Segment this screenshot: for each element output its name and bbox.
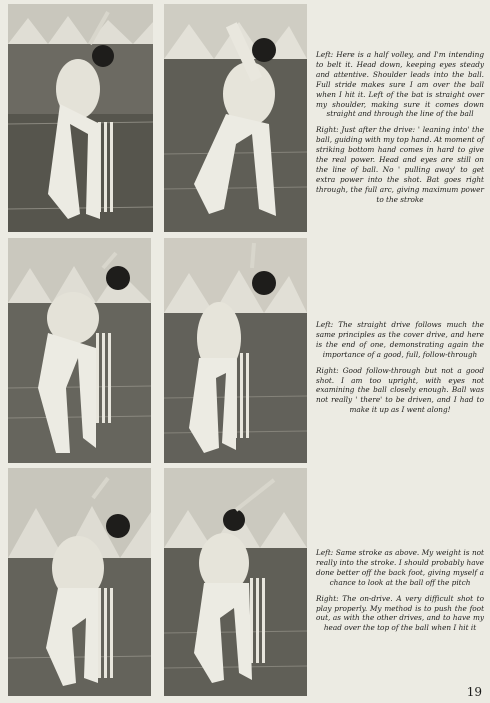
caption-block-bottom [316, 548, 484, 639]
photo-straight-drive [8, 238, 151, 463]
cricket-photo-image [164, 468, 307, 696]
cricket-photo-image [8, 468, 151, 696]
photo-follow-through [164, 238, 307, 463]
caption-block-middle [316, 320, 484, 421]
cricket-photo-image [164, 238, 307, 463]
cricket-photo-image [164, 4, 307, 232]
photo-on-drive [164, 468, 307, 696]
caption-top-left: Left: Here is a half volley, and I'm intending to belt it. Head down, keeping eyes steady and attentive. Shoulder leads into the ball. Full stride makes sure I am over the ball when I hit it. Left of the bat is straight over my shoulder, making sure it comes down straight and through the line of the ball [316, 50, 484, 119]
cricket-photo-image [8, 238, 151, 463]
cricket-photo-image [8, 4, 153, 232]
caption-top-right: Right: Just after the drive: ' leaning into' the ball, guiding with my top hand. At moment of striking bottom hand comes in hard to give the real power. Head and eyes are still on the line of ball. No ' pulling away' to get extra power into the shot. Bat goes right through, the full arc, giving maximum power to the stroke [316, 125, 484, 204]
caption-middle-right: Right: Good follow-through but not a good shot. I am too upright, with eyes not examining the ball closely enough. Ball was not really ' there' to be driven, and I had to make it up as I went along! [316, 365, 484, 415]
caption-bottom-right: Right: The on-drive. A very difficult shot to play properly. My method is to push the foot out, as with the other drives, and to have my head over the top of the ball when I hit it [316, 593, 484, 633]
photo-half-volley [8, 4, 153, 232]
caption-middle-left: Left: The straight drive follows much the same principles as the cover drive, and here is the end of one, demonstrating again the importance of a good, full, follow-through [316, 320, 484, 359]
photo-after-drive [164, 4, 307, 232]
photo-same-stroke [8, 468, 151, 696]
caption-block-top [316, 50, 484, 211]
caption-bottom-left: Left: Same stroke as above. My weight is not really into the stroke. I should probably have done better off the back foot, giving myself a chance to look at the ball off the pitch [316, 548, 484, 587]
page-number: 19 [466, 685, 482, 699]
